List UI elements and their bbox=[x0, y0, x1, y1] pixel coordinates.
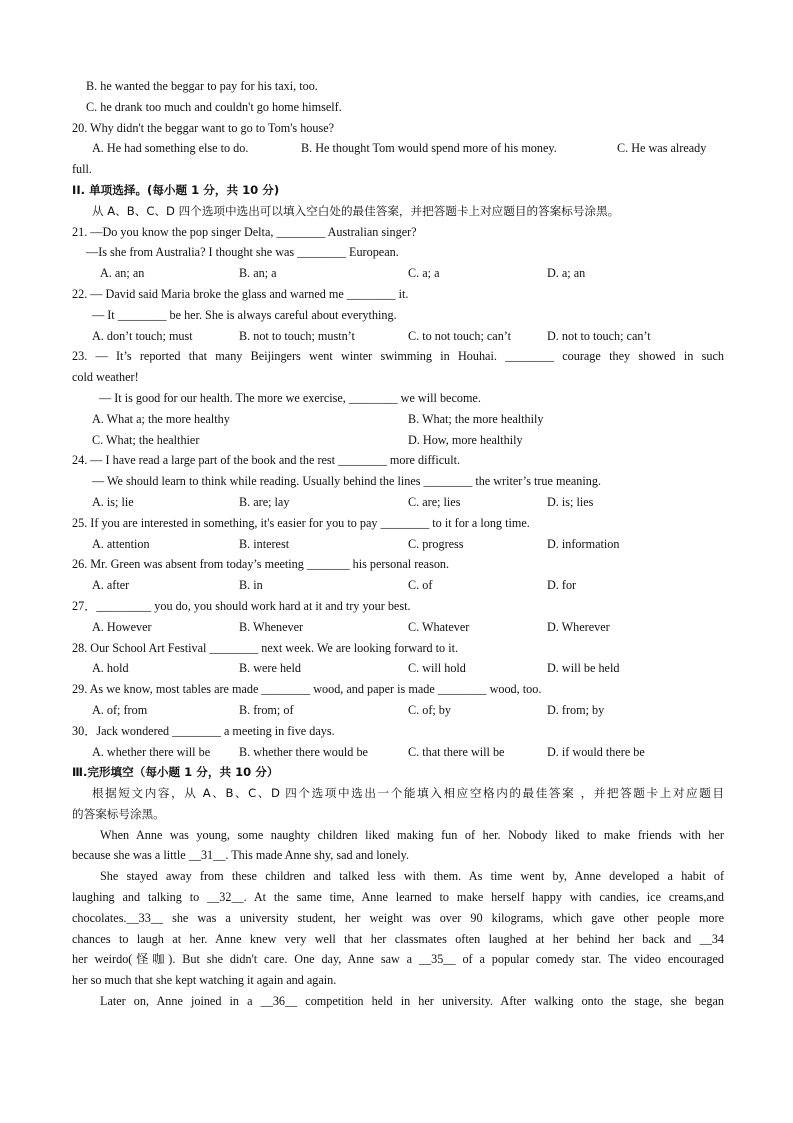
q20-option-b: B. He thought Tom would spend more of his money. bbox=[301, 141, 557, 156]
question-27 bbox=[72, 596, 724, 638]
question-21-line: —Is she from Australia? I thought she was ________ European. bbox=[86, 245, 399, 260]
question-23-line: — It is good for our health. The more we exercise, ________ we will become. bbox=[99, 390, 481, 405]
question-23-options bbox=[72, 430, 724, 451]
option-c: C. will hold bbox=[408, 661, 466, 676]
option-b: B. whether there would be bbox=[239, 744, 368, 759]
question-25-line: 25. If you are interested in something, it's easier for you to pay ________ to it for a long time. bbox=[72, 515, 530, 530]
question-26 bbox=[72, 554, 724, 596]
option-a: A. an; an bbox=[100, 266, 145, 281]
option-a: A. attention bbox=[92, 536, 150, 551]
option-d: D. is; lies bbox=[547, 494, 594, 509]
option-d: D. a; an bbox=[547, 266, 586, 281]
section-3-instruction: 根据短文内容，从 A、B、C、D 四个选项中选出一个能填入相应空格内的最佳答案 ，并把答题卡上对应题目 bbox=[92, 786, 724, 801]
option-c: C. that there will be bbox=[408, 744, 505, 759]
q20-options bbox=[72, 138, 724, 159]
passage-line: chances to laugh at her. Anne knew very well that her classmates often laughed at her behind her back and __34 bbox=[72, 931, 724, 946]
q19-option-c: C. he drank too much and couldn't go home himself. bbox=[86, 99, 342, 114]
exam-content bbox=[72, 76, 724, 1012]
question-21-line: 21. —Do you know the pop singer Delta, ________ Australian singer? bbox=[72, 224, 417, 239]
option-d: D. from; by bbox=[547, 702, 605, 717]
option-d: D. Wherever bbox=[547, 619, 610, 634]
question-30-line: 30．Jack wondered ________ a meeting in five days. bbox=[72, 723, 335, 738]
question-23-options bbox=[72, 409, 724, 430]
q20-option-a: A. He had something else to do. bbox=[92, 141, 249, 156]
option-a: A. is; lie bbox=[92, 494, 134, 509]
question-23-line: cold weather! bbox=[72, 370, 139, 385]
option-b: B. What; the more healthily bbox=[408, 411, 544, 426]
passage-line: laughing and talking to __32__. At the same time, Anne learned to make herself happy with candies, ice creams,and bbox=[72, 890, 725, 905]
question-27-line: 27．_________ you do, you should work hard at it and try your best. bbox=[72, 598, 411, 613]
option-d: D. not to touch; can’t bbox=[547, 328, 651, 343]
blank-34: __34 bbox=[699, 931, 724, 946]
question-25 bbox=[72, 513, 724, 555]
question-28 bbox=[72, 638, 724, 680]
option-a: A. What a; the more healthy bbox=[92, 411, 230, 426]
option-c: C. a; a bbox=[408, 266, 440, 281]
option-a: A. whether there will be bbox=[92, 744, 211, 759]
passage-line: chocolates.__33__ she was a university student, her weight was over 90 kilograms, which gave other people more bbox=[72, 910, 724, 925]
blank-31: __31__ bbox=[188, 848, 226, 863]
question-23-line: 23. — It’s reported that many Beijingers went winter swimming in Houhai. ________ courage they showed in such bbox=[72, 349, 724, 364]
question-27-options bbox=[72, 617, 724, 638]
option-c: C. What; the healthier bbox=[92, 432, 200, 447]
option-d: D. for bbox=[547, 578, 577, 593]
question-24-line: 24. — I have read a large part of the book and the rest ________ more difficult. bbox=[72, 453, 461, 468]
option-c: C. of; by bbox=[408, 702, 451, 717]
section-2-title: II. 单项选择。(每小题 1 分，共 10 分) bbox=[72, 182, 280, 197]
option-d: D. information bbox=[547, 536, 620, 551]
option-c: C. of bbox=[408, 578, 433, 593]
q20-stem: 20. Why didn't the beggar want to go to Tom's house? bbox=[72, 120, 335, 135]
blank-35: __35__ bbox=[418, 952, 456, 967]
section-3-title: Ⅲ.完形填空（每小题 1 分，共 10 分） bbox=[72, 765, 279, 780]
option-d: D. if would there be bbox=[547, 744, 645, 759]
passage-line: When Anne was young, some naughty children liked making fun of her. Nobody liked to make friends with her bbox=[100, 827, 724, 842]
option-b: B. interest bbox=[239, 536, 290, 551]
cloze-passage bbox=[72, 825, 724, 1012]
question-22 bbox=[72, 284, 724, 346]
option-b: B. were held bbox=[239, 661, 301, 676]
question-24 bbox=[72, 450, 724, 512]
option-a: A. after bbox=[92, 578, 130, 593]
option-d: D. How, more healthily bbox=[408, 432, 523, 447]
option-c: C. Whatever bbox=[408, 619, 470, 634]
passage-line: Later on, Anne joined in a __36__ competition held in her university. After walking onto the stage, she began bbox=[100, 994, 724, 1009]
question-28-options bbox=[72, 658, 724, 679]
question-29 bbox=[72, 679, 724, 721]
q19-option-b: B. he wanted the beggar to pay for his taxi, too. bbox=[86, 79, 318, 93]
blank-36: __36__ bbox=[260, 994, 298, 1009]
question-30-options bbox=[72, 742, 724, 763]
question-28-line: 28. Our School Art Festival ________ next week. We are looking forward to it. bbox=[72, 640, 459, 655]
q20-option-c: C. He was already bbox=[617, 141, 707, 156]
option-b: B. Whenever bbox=[239, 619, 304, 634]
passage-line: because she was a little __31__. This made Anne shy, sad and lonely. bbox=[72, 848, 410, 863]
option-c: C. progress bbox=[408, 536, 464, 551]
question-30 bbox=[72, 721, 724, 763]
option-a: A. of; from bbox=[92, 702, 148, 717]
option-c: C. to not touch; can’t bbox=[408, 328, 512, 343]
option-b: B. from; of bbox=[239, 702, 294, 717]
question-25-options bbox=[72, 534, 724, 555]
section-2-instruction: 从 A、B、C、D 四个选项中选出可以填入空白处的最佳答案，并把答题卡上对应题目的答案标号涂黑。 bbox=[92, 203, 620, 218]
option-c: C. are; lies bbox=[408, 494, 461, 509]
option-b: B. not to touch; mustn’t bbox=[239, 328, 355, 343]
question-24-line: — We should learn to think while reading. Usually behind the lines ________ the writer’s true meaning. bbox=[92, 474, 601, 489]
question-23 bbox=[72, 346, 724, 450]
question-22-line: 22. — David said Maria broke the glass and warned me ________ it. bbox=[72, 286, 409, 301]
question-22-line: — It ________ be her. She is always careful about everything. bbox=[92, 307, 397, 322]
option-b: B. are; lay bbox=[239, 494, 290, 509]
option-a: A. hold bbox=[92, 661, 129, 676]
option-a: A. don’t touch; must bbox=[92, 328, 193, 343]
option-d: D. will be held bbox=[547, 661, 620, 676]
blank-32: __32__ bbox=[207, 890, 244, 905]
question-26-options bbox=[72, 575, 724, 596]
option-b: B. in bbox=[239, 578, 263, 593]
question-24-options bbox=[72, 492, 724, 513]
question-21-options bbox=[72, 263, 724, 284]
passage-line: her so much that she kept watching it again and again. bbox=[72, 973, 337, 988]
option-b: B. an; a bbox=[239, 266, 277, 281]
passage-line: her weirdo(怪咖). But she didn't care. One day, Anne saw a __35__ of a popular comedy star. The video encouraged bbox=[72, 952, 724, 967]
question-29-line: 29. As we know, most tables are made ________ wood, and paper is made ________ wood, too. bbox=[72, 682, 542, 697]
question-22-options bbox=[72, 326, 724, 347]
section-3-instruction: 的答案标号涂黑。 bbox=[72, 806, 165, 821]
question-26-line: 26. Mr. Green was absent from today’s meeting _______ his personal reason. bbox=[72, 557, 450, 572]
question-21 bbox=[72, 222, 724, 284]
blank-33: __33__ bbox=[126, 910, 164, 925]
passage-line: She stayed away from these children and talked less with them. As time went by, Anne developed a habit of bbox=[100, 869, 724, 884]
option-a: A. However bbox=[92, 619, 152, 634]
q20-option-c-continued: full. bbox=[72, 162, 92, 177]
question-29-options bbox=[72, 700, 724, 721]
